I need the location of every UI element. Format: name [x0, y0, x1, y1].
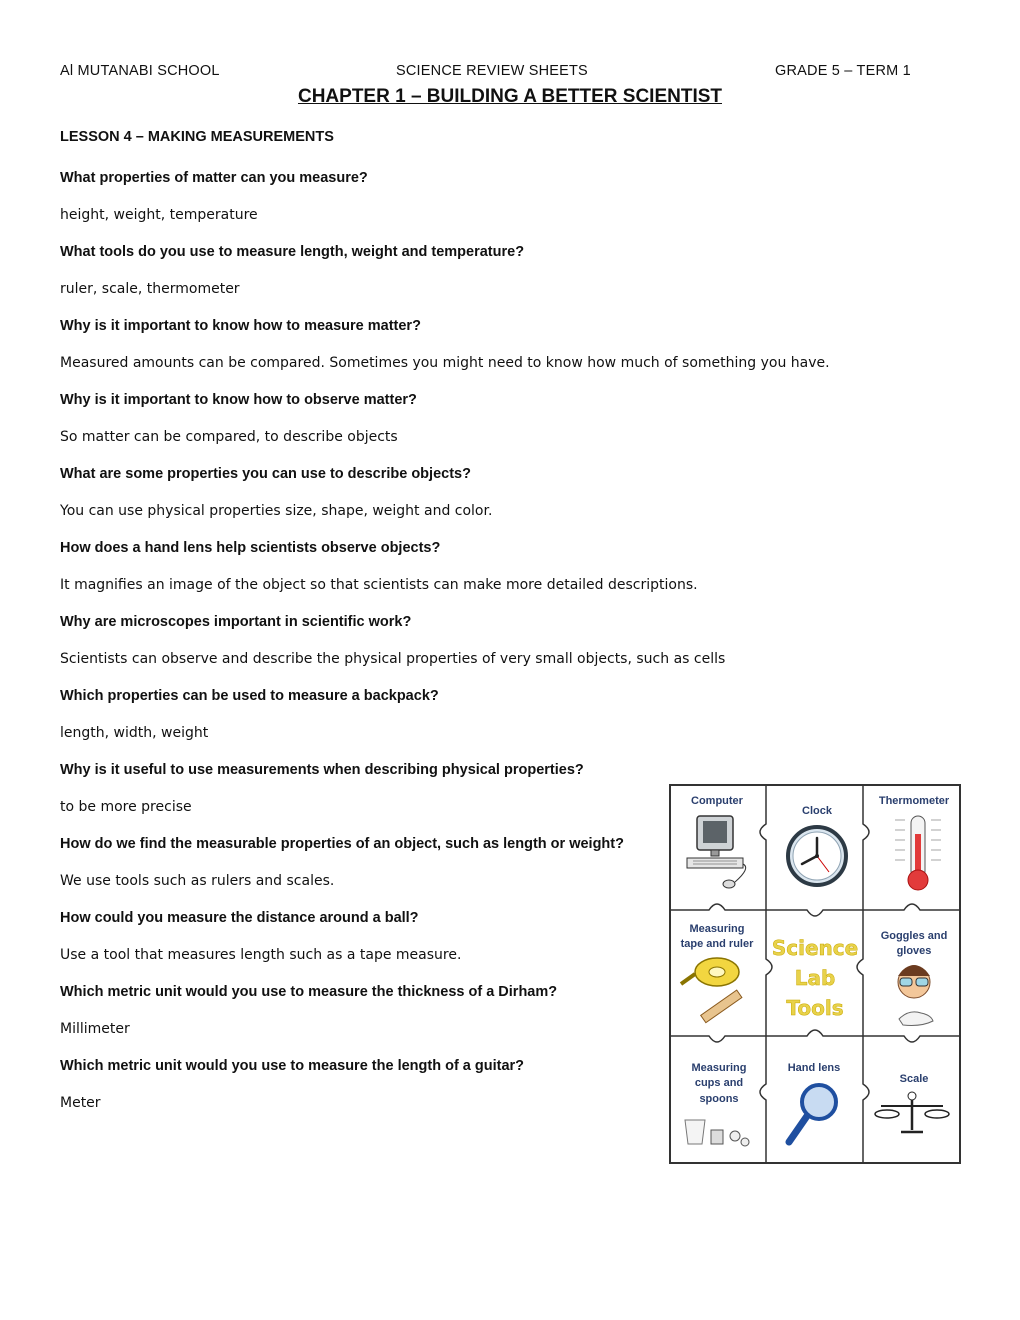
label-scale: Scale — [899, 1073, 929, 1085]
label-clock: Clock — [802, 805, 832, 817]
label-goggles-2: gloves — [896, 945, 932, 957]
answer: It magnifies an image of the object so that scientists can make more detailed descriptions. — [60, 577, 698, 593]
label-computer: Computer — [691, 795, 743, 807]
label-hand-lens: Hand lens — [787, 1062, 841, 1074]
lesson-title: LESSON 4 – MAKING MEASUREMENTS — [60, 129, 334, 145]
center-word-lab: Lab — [794, 966, 836, 990]
question: How could you measure the distance around a ball? — [60, 910, 419, 926]
goggles-icon — [898, 965, 930, 998]
label-cups-1: Measuring — [691, 1062, 747, 1074]
answer: length, width, weight — [60, 725, 209, 741]
answer: Scientists can observe and describe the physical properties of very small objects, such as cells — [60, 651, 726, 667]
label-cups-3: spoons — [699, 1093, 739, 1105]
clock-icon — [788, 827, 846, 885]
answer: Measured amounts can be compared. Sometimes you might need to know how much of something you have. — [60, 355, 830, 371]
question: What are some properties you can use to describe objects? — [60, 466, 471, 482]
answer: We use tools such as rulers and scales. — [60, 873, 335, 889]
question: How does a hand lens help scientists observe objects? — [60, 540, 441, 556]
label-goggles-1: Goggles and — [880, 930, 948, 942]
center-word-tools: Tools — [786, 996, 844, 1020]
question: Why is it important to know how to observe matter? — [60, 392, 417, 408]
answer: Use a tool that measures length such as a tape measure. — [60, 947, 462, 963]
question: What tools do you use to measure length, weight and temperature? — [60, 244, 525, 260]
chapter-title: CHAPTER 1 – BUILDING A BETTER SCIENTIST — [297, 86, 722, 107]
question: Why are microscopes important in scientific work? — [60, 614, 412, 630]
sheet-title: SCIENCE REVIEW SHEETS — [396, 63, 588, 79]
school-name: Al MUTANABI SCHOOL — [60, 63, 220, 79]
question: Why is it important to know how to measure matter? — [60, 318, 421, 334]
answer: Millimeter — [60, 1021, 130, 1037]
answer: You can use physical properties size, shape, weight and color. — [60, 503, 493, 519]
answer: to be more precise — [60, 799, 192, 815]
label-measuring-tape-1: Measuring — [689, 923, 745, 935]
science-lab-tools-puzzle — [669, 784, 961, 1164]
center-word-science: Science — [771, 936, 859, 960]
answer: ruler, scale, thermometer — [60, 281, 240, 297]
label-cups-2: cups and — [694, 1077, 744, 1089]
question: How do we find the measurable properties of an object, such as length or weight? — [60, 836, 624, 852]
label-measuring-tape-2: tape and ruler — [680, 938, 754, 950]
label-thermometer: Thermometer — [878, 795, 950, 807]
answer: So matter can be compared, to describe objects — [60, 429, 398, 445]
answer: height, weight, temperature — [60, 207, 258, 223]
answer: Meter — [60, 1095, 101, 1111]
question: Which properties can be used to measure a backpack? — [60, 688, 439, 704]
question: Which metric unit would you use to measure the thickness of a Dirham? — [60, 984, 558, 1000]
grade-term: GRADE 5 – TERM 1 — [775, 63, 911, 79]
question: What properties of matter can you measure? — [60, 170, 368, 186]
question: Which metric unit would you use to measure the length of a guitar? — [60, 1058, 525, 1074]
question: Why is it useful to use measurements when describing physical properties? — [60, 762, 584, 778]
